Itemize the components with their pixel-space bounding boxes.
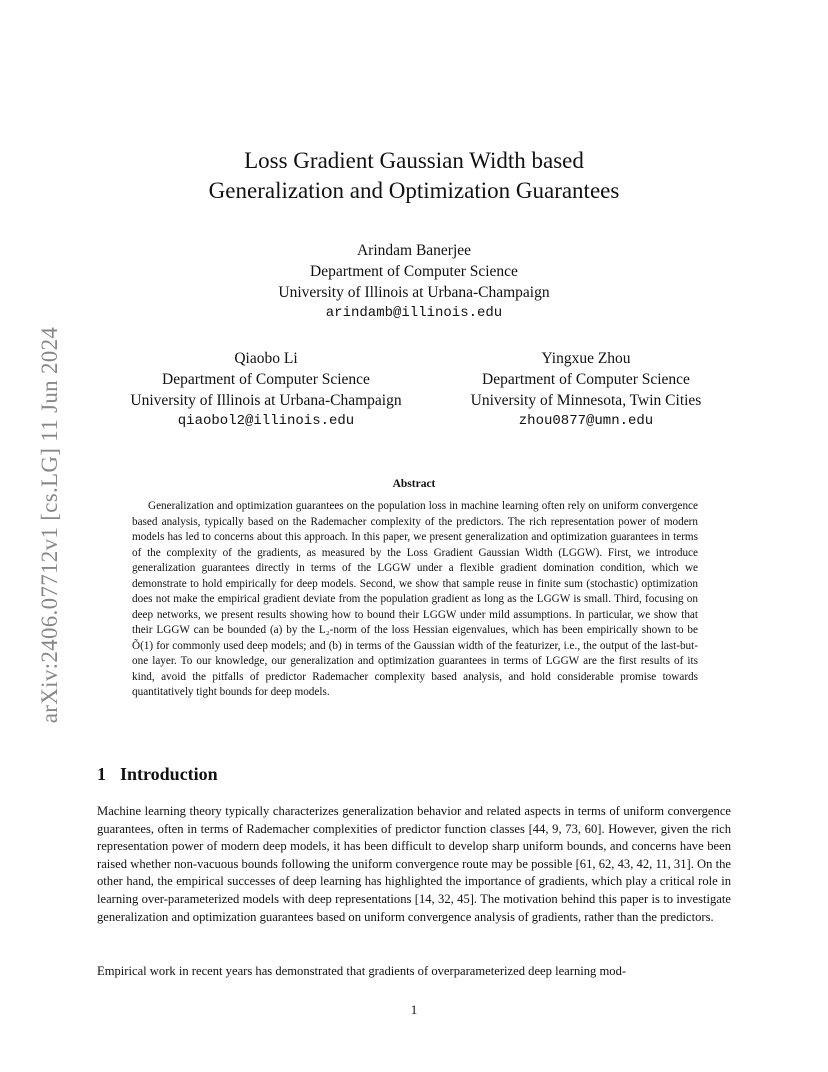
section-number: 1 xyxy=(97,764,106,784)
page-number: 1 xyxy=(410,1002,418,1017)
title-line-1: Loss Gradient Gaussian Width based xyxy=(244,148,584,173)
abstract-text: Generalization and optimization guarantees on the population loss in machine learning often rely on uniform convergence based analysis, typically based on the Rademacher complexity of the predictors. The rich representation power of modern models has led to concerns about this approach. In this paper, we present generalization and optimization guarantees in terms of the complexity of the gradients, as measured by the Loss Gradient Gaussian Width (LGGW). First, we introduce generalization guarantees directly in terms of the LGGW under a flexible gradient domination condition, which we demonstrate to hold empirically for deep models. Second, we show that sample reuse in finite sum (stochastic) optimization does not make the empirical gradient deviate from the population gradient as long as the LGGW is small. Third, focusing on deep networks, we present results showing how to bound their LGGW under mild assumptions. In particular, we show that their LGGW can be bounded (a) by the L₂-norm of the loss Hessian eigenvalues, which has been empirically shown to be Õ(1) for commonly used deep models; and (b) in terms of the Gaussian width of the featurizer, i.e., the output of the last-but-one layer. To our knowledge, our generalization and optimization guarantees in terms of LGGW are the first results of its kind, avoid the pitfalls of predictor Rademacher complexity based analysis, and hold considerable promise towards quantitatively tight bounds for deep models. xyxy=(132,500,698,698)
abstract-heading: Abstract xyxy=(392,478,436,490)
author-department: Department of Computer Science xyxy=(310,263,518,280)
author-email[interactable]: zhou0877@umn.edu xyxy=(518,413,654,429)
author-affiliation: University of Illinois at Urbana-Champaign xyxy=(130,392,402,409)
author-block-3 xyxy=(446,348,726,432)
author-block-2 xyxy=(96,348,436,432)
introduction-paragraph-1: Machine learning theory typically characterizes generalization behavior and related aspects in terms of uniform convergence guarantees, often in terms of Rademacher complexities of predictor function classes [44, 9, 73, 60]. However, given the rich representation power of modern deep models, it has been difficult to develop sharp uniform bounds, and concerns have been raised whether non-vacuous bounds following the uniform convergence route may be possible [61, 62, 43, 42, 11, 31]. On the other hand, the empirical successes of deep learning has highlighted the importance of gradients, which play a critical role in learning over-parameterized models with deep representations [14, 32, 45]. The motivation behind this paper is to investigate generalization and optimization guarantees based on uniform convergence analysis of gradients, rather than the predictors. xyxy=(97,804,731,924)
section-title: Introduction xyxy=(120,764,218,784)
author-affiliation: University of Illinois at Urbana-Champaign xyxy=(278,284,550,301)
title-line-2: Generalization and Optimization Guarantees xyxy=(208,178,620,203)
author-email[interactable]: arindamb@illinois.edu xyxy=(325,305,503,321)
author-department: Department of Computer Science xyxy=(162,371,370,388)
author-affiliation: University of Minnesota, Twin Cities xyxy=(470,392,702,409)
author-department: Department of Computer Science xyxy=(482,371,690,388)
arxiv-identifier-stamp: arXiv:2406.07712v1 [cs.LG] 11 Jun 2024 xyxy=(37,326,62,724)
introduction-paragraph-2: Empirical work in recent years has demonstrated that gradients of overparameterized deep learning mod- xyxy=(97,964,627,978)
author-block-1 xyxy=(214,240,614,324)
section-heading-introduction xyxy=(97,764,218,785)
author-name: Yingxue Zhou xyxy=(541,350,631,367)
author-name: Qiaobo Li xyxy=(234,350,298,367)
author-name: Arindam Banerjee xyxy=(356,242,472,259)
paper-title xyxy=(100,146,728,206)
author-email[interactable]: qiaobol2@illinois.edu xyxy=(177,413,355,429)
